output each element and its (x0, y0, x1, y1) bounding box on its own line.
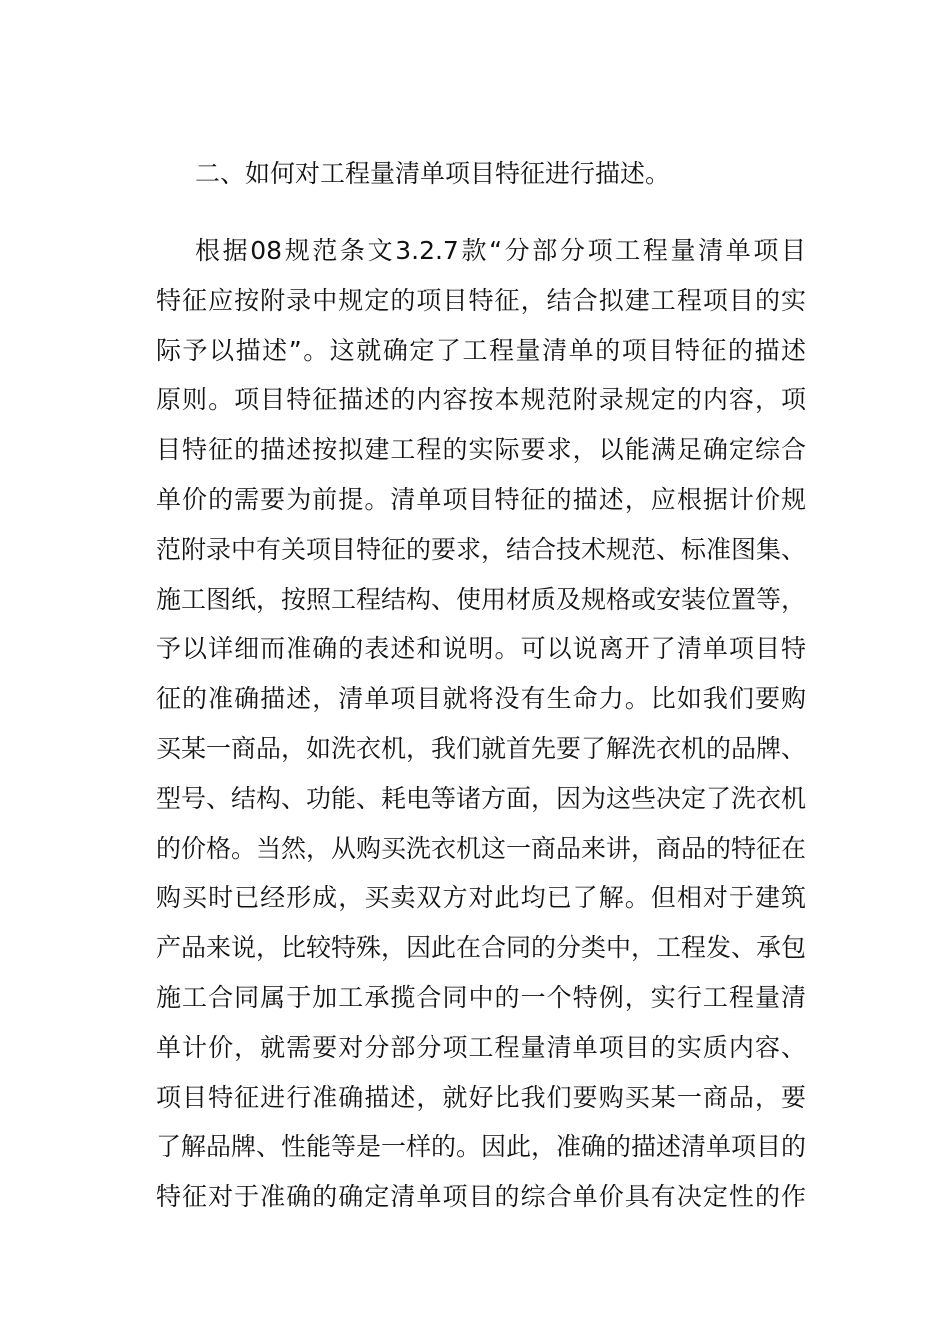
paragraph-line: 购买时已经形成，买卖双方对此均已了解。但相对于建筑 (156, 883, 806, 913)
paragraph-line: 单计价，就需要对分部分项工程量清单项目的实质内容、 (156, 1032, 806, 1062)
paragraph-line: 目特征的描述按拟建工程的实际要求，以能满足确定综合 (156, 435, 806, 465)
paragraph-line: 施工图纸，按照工程结构、使用材质及规格或安装位置等， (156, 584, 807, 614)
paragraph-line: 单价的需要为前提。清单项目特征的描述，应根据计价规 (156, 484, 806, 514)
paragraph-line: 际予以描述”。这就确定了工程量清单的项目特征的描述 (156, 335, 806, 365)
paragraph-line: 产品来说，比较特殊，因此在合同的分类中，工程发、承包 (156, 933, 807, 963)
section-heading: 二、如何对工程量清单项目特征进行描述。 (195, 159, 671, 188)
paragraph-line: 的价格。当然，从购买洗衣机这一商品来讲，商品的特征在 (156, 833, 807, 863)
paragraph-line: 范附录中有关项目特征的要求，结合技术规范、标准图集、 (156, 534, 807, 564)
paragraph-line: 原则。项目特征描述的内容按本规范附录规定的内容，项 (156, 385, 806, 415)
body-paragraph (156, 226, 806, 1222)
paragraph-line: 予以详细而准确的表述和说明。可以说离开了清单项目特 (156, 634, 806, 664)
paragraph-line: 型号、结构、功能、耗电等诸方面，因为这些决定了洗衣机 (156, 783, 807, 813)
paragraph-line: 征的准确描述，清单项目就将没有生命力。比如我们要购 (156, 684, 806, 714)
paragraph-line: 根据08规范条文3.2.7款“分部分项工程量清单项目 (195, 236, 806, 265)
paragraph-line: 施工合同属于加工承揽合同中的一个特例，实行工程量清 (156, 982, 806, 1012)
paragraph-line: 了解品牌、性能等是一样的。因此，准确的描述清单项目的 (156, 1132, 807, 1162)
paragraph-line: 特征应按附录中规定的项目特征，结合拟建工程项目的实 (156, 285, 806, 315)
paragraph-line: 特征对于准确的确定清单项目的综合单价具有决定性的作 (156, 1182, 806, 1212)
paragraph-line: 买某一商品，如洗衣机，我们就首先要了解洗衣机的品牌、 (156, 733, 807, 763)
paragraph-line: 项目特征进行准确描述，就好比我们要购买某一商品，要 (156, 1082, 806, 1112)
